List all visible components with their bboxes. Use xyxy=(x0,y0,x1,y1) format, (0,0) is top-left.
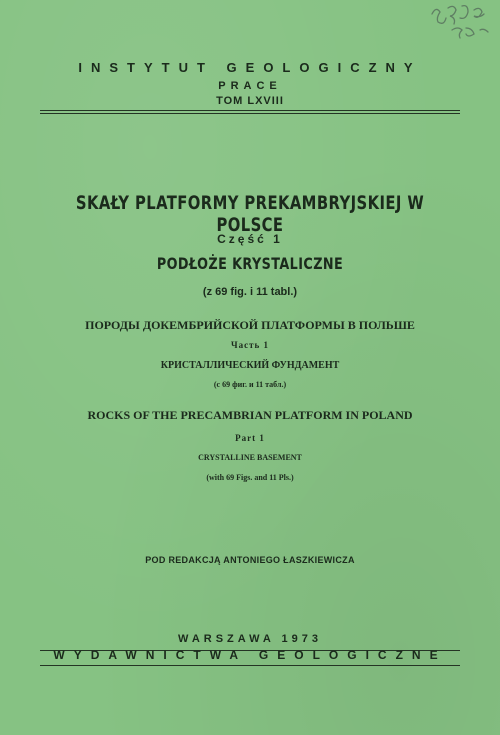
russian-part: Часть 1 xyxy=(230,340,270,350)
institute-name: INSTYTUT GEOLOGICZNY xyxy=(78,60,422,75)
polish-figures: (z 69 fig. i 11 tabl.) xyxy=(202,286,298,298)
editor-credit: POD REDAKCJĄ ANTONIEGO ŁASZKIEWICZA xyxy=(145,555,355,565)
volume-number: TOM LXVIII xyxy=(216,95,284,107)
english-subtitle: CRYSTALLINE BASEMENT xyxy=(198,453,302,462)
handwritten-annotation xyxy=(426,0,496,48)
russian-title: ПОРОДЫ ДОКЕМБРИЙСКОЙ ПЛАТФОРМЫ В ПОЛЬШЕ xyxy=(85,318,415,332)
polish-part: Część 1 xyxy=(217,232,283,246)
header-rule-top xyxy=(40,110,460,111)
series-name: PRACE xyxy=(218,80,282,92)
header-rule-bottom xyxy=(40,113,460,114)
russian-subtitle: КРИСТАЛЛИЧЕСКИЙ ФУНДАМЕНТ xyxy=(160,360,340,371)
place-and-year: WARSZAWA 1973 xyxy=(178,633,322,645)
english-part: Part 1 xyxy=(235,433,265,443)
footer-rule-bottom xyxy=(40,665,460,666)
polish-title: SKAŁY PLATFORMY PREKAMBRYJSKIEJ W POLSCE xyxy=(75,192,425,236)
polish-subtitle: PODŁOŻE KRYSTALICZNE xyxy=(156,254,344,273)
russian-figures: (с 69 фиг. и 11 табл.) xyxy=(213,380,287,389)
english-figures: (with 69 Figs. and 11 Pls.) xyxy=(206,473,294,482)
publisher-name: WYDAWNICTWA GEOLOGICZNE xyxy=(53,648,447,662)
english-title: ROCKS OF THE PRECAMBRIAN PLATFORM IN POLAND xyxy=(87,408,413,422)
